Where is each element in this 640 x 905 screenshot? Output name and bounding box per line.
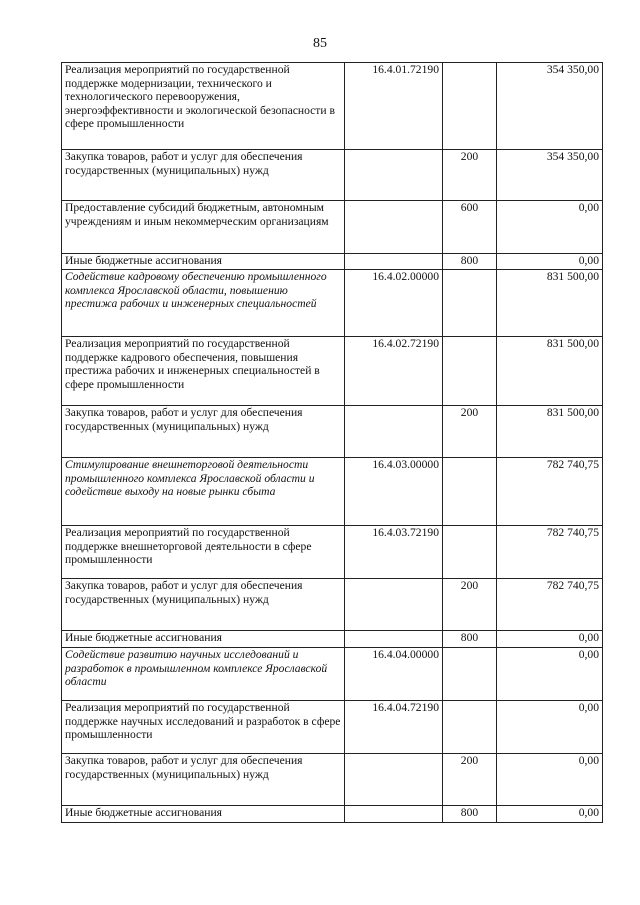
row-kind-cell: 800 <box>443 254 497 270</box>
row-amount-cell: 782 740,75 <box>497 458 603 526</box>
page-number: 85 <box>313 36 327 51</box>
row-code-cell <box>345 754 443 806</box>
row-name-cell: Закупка товаров, работ и услуг для обеспечения государственных (муниципальных) нужд <box>62 150 345 201</box>
row-code-cell <box>345 150 443 201</box>
row-code-cell: 16.4.03.00000 <box>345 458 443 526</box>
row-code-cell: 16.4.02.72190 <box>345 337 443 406</box>
row-kind-cell: 200 <box>443 406 497 458</box>
row-name-cell: Предоставление субсидий бюджетным, автономным учреждениям и иным некоммерческим организациям <box>62 201 345 254</box>
row-kind-cell: 800 <box>443 806 497 823</box>
row-amount-cell: 782 740,75 <box>497 579 603 631</box>
budget-table <box>61 62 603 823</box>
row-kind-cell <box>443 63 497 150</box>
row-amount-cell: 831 500,00 <box>497 270 603 337</box>
row-kind-cell: 800 <box>443 631 497 648</box>
table-row <box>62 754 603 806</box>
row-amount-cell: 0,00 <box>497 701 603 754</box>
row-amount-cell: 0,00 <box>497 754 603 806</box>
row-amount-cell: 0,00 <box>497 631 603 648</box>
row-code-cell <box>345 201 443 254</box>
row-code-cell <box>345 254 443 270</box>
row-amount-cell: 0,00 <box>497 254 603 270</box>
table-row <box>62 631 603 648</box>
row-amount-cell: 831 500,00 <box>497 406 603 458</box>
row-amount-cell: 0,00 <box>497 201 603 254</box>
row-amount-cell: 0,00 <box>497 648 603 701</box>
row-kind-cell: 200 <box>443 579 497 631</box>
row-code-cell: 16.4.02.00000 <box>345 270 443 337</box>
table-row <box>62 806 603 823</box>
row-kind-cell <box>443 648 497 701</box>
row-code-cell <box>345 806 443 823</box>
row-kind-cell <box>443 337 497 406</box>
table-row <box>62 254 603 270</box>
table-row <box>62 648 603 701</box>
row-name-cell: Стимулирование внешнеторговой деятельности промышленного комплекса Ярославской области и содействие выходу на новые рынки сбыта <box>62 458 345 526</box>
row-kind-cell <box>443 270 497 337</box>
row-name-cell: Реализация мероприятий по государственной поддержке научных исследований и разработок в сфере промышленности <box>62 701 345 754</box>
row-code-cell <box>345 406 443 458</box>
row-name-cell: Реализация мероприятий по государственной поддержке модернизации, технического и технологического перевооружения, энергоэффективности и экологической безопасности в сфере промышленности <box>62 63 345 150</box>
row-name-cell: Закупка товаров, работ и услуг для обеспечения государственных (муниципальных) нужд <box>62 579 345 631</box>
row-name-cell: Иные бюджетные ассигнования <box>62 254 345 270</box>
table-row <box>62 526 603 579</box>
row-name-cell: Реализация мероприятий по государственной поддержке кадрового обеспечения, повышения престижа рабочих и инженерных специальностей в сфере промышленности <box>62 337 345 406</box>
table-row <box>62 63 603 150</box>
row-code-cell <box>345 631 443 648</box>
row-name-cell: Закупка товаров, работ и услуг для обеспечения государственных (муниципальных) нужд <box>62 406 345 458</box>
table-row <box>62 337 603 406</box>
row-kind-cell <box>443 701 497 754</box>
row-kind-cell: 200 <box>443 150 497 201</box>
row-amount-cell: 354 350,00 <box>497 63 603 150</box>
row-code-cell: 16.4.01.72190 <box>345 63 443 150</box>
row-kind-cell: 600 <box>443 201 497 254</box>
table-row <box>62 150 603 201</box>
table-row <box>62 270 603 337</box>
row-amount-cell: 782 740,75 <box>497 526 603 579</box>
row-kind-cell <box>443 458 497 526</box>
row-amount-cell: 0,00 <box>497 806 603 823</box>
row-name-cell: Иные бюджетные ассигнования <box>62 631 345 648</box>
row-kind-cell <box>443 526 497 579</box>
row-code-cell: 16.4.04.72190 <box>345 701 443 754</box>
table-row <box>62 579 603 631</box>
row-amount-cell: 831 500,00 <box>497 337 603 406</box>
row-code-cell <box>345 579 443 631</box>
row-name-cell: Закупка товаров, работ и услуг для обеспечения государственных (муниципальных) нужд <box>62 754 345 806</box>
table-row <box>62 201 603 254</box>
row-name-cell: Содействие кадровому обеспечению промышленного комплекса Ярославской области, повышению престижа рабочих и инженерных специальностей <box>62 270 345 337</box>
row-code-cell: 16.4.04.00000 <box>345 648 443 701</box>
table-row <box>62 701 603 754</box>
table-row <box>62 458 603 526</box>
budget-table-body <box>62 63 603 823</box>
row-name-cell: Иные бюджетные ассигнования <box>62 806 345 823</box>
row-name-cell: Содействие развитию научных исследований и разработок в промышленном комплексе Ярославской области <box>62 648 345 701</box>
table-row <box>62 406 603 458</box>
row-name-cell: Реализация мероприятий по государственной поддержке внешнеторговой деятельности в сфере промышленности <box>62 526 345 579</box>
row-kind-cell: 200 <box>443 754 497 806</box>
row-code-cell: 16.4.03.72190 <box>345 526 443 579</box>
row-amount-cell: 354 350,00 <box>497 150 603 201</box>
